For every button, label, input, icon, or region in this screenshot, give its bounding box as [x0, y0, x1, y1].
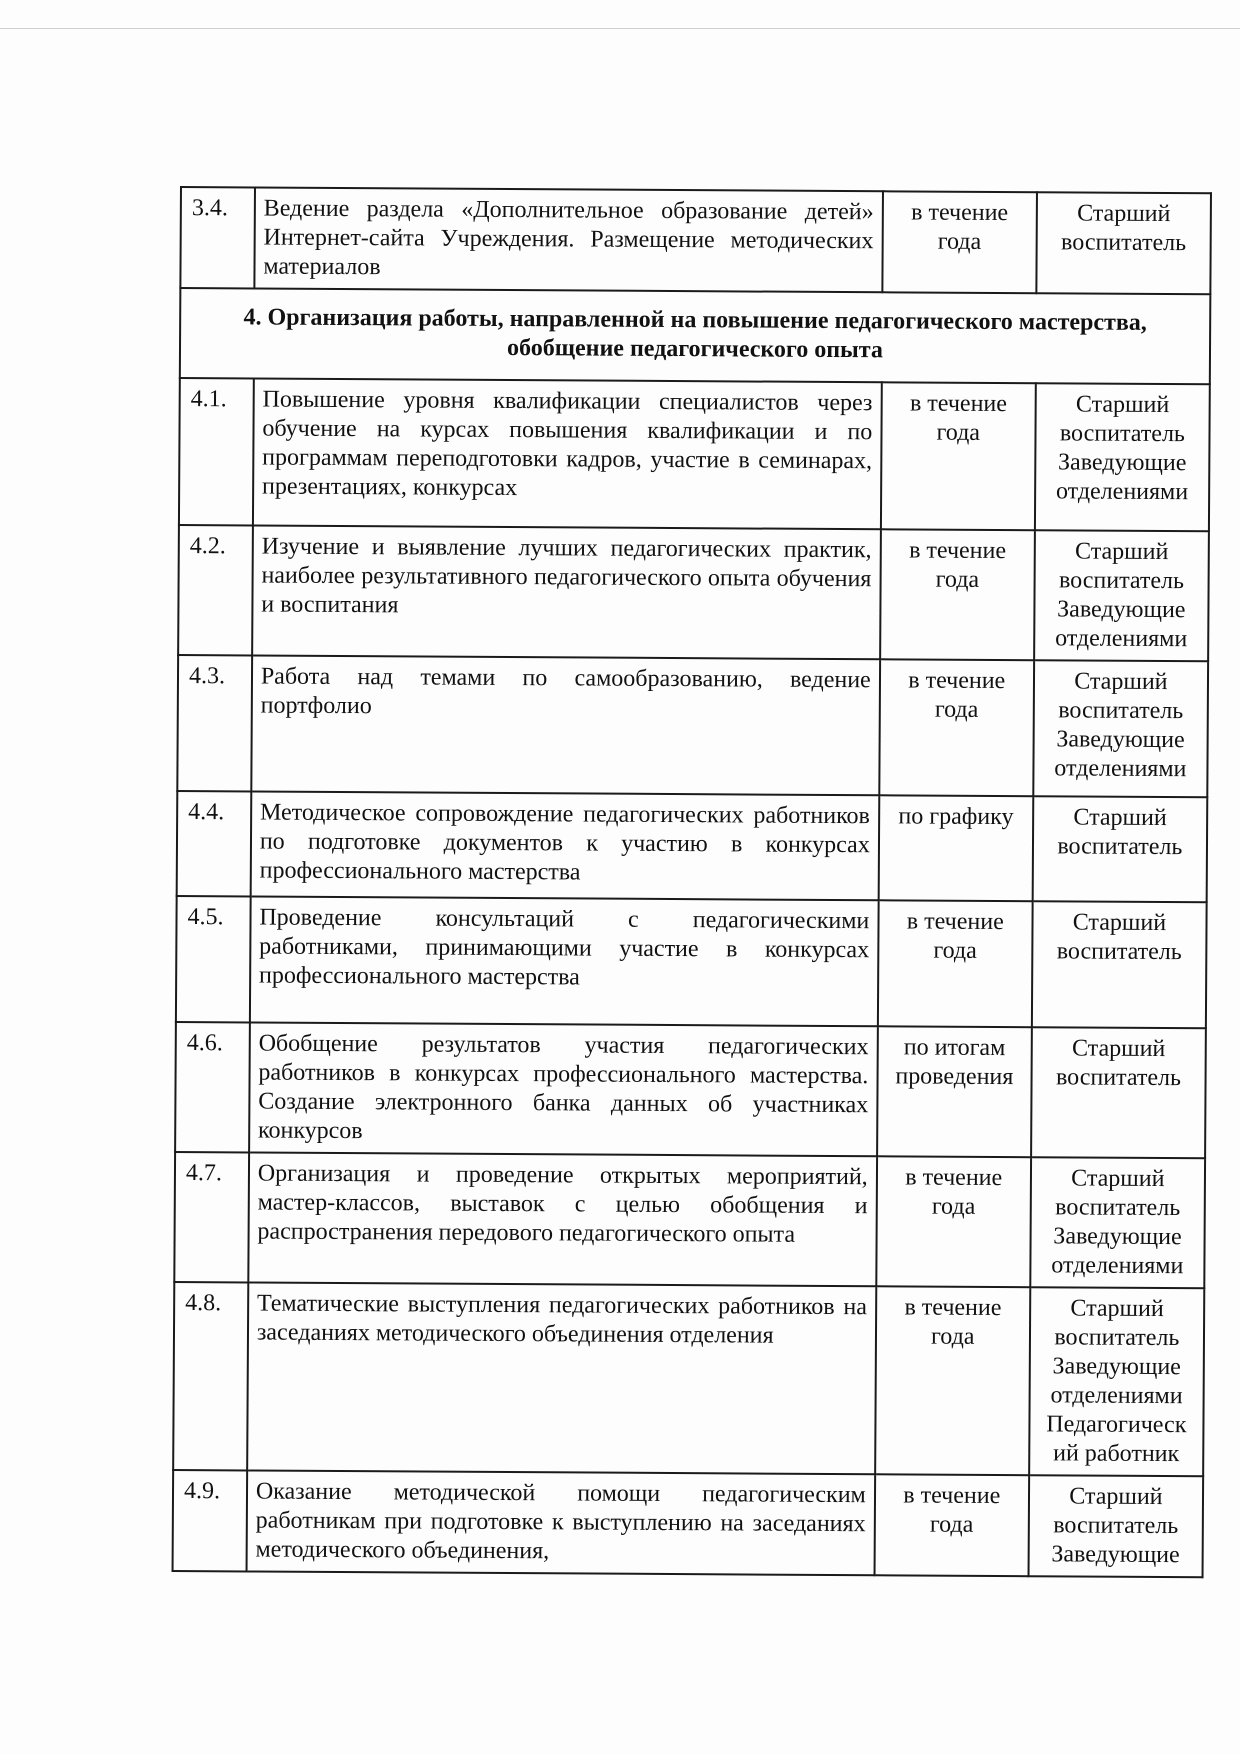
row-responsible: [1036, 192, 1211, 294]
table-row: [179, 378, 1210, 531]
responsible-line: Старший: [1070, 1295, 1164, 1323]
responsible-line: воспитатель: [1058, 697, 1184, 725]
row-term: по итогам проведения: [877, 1026, 1032, 1157]
responsible-line: Старший: [1077, 200, 1171, 228]
row-term: в течение года: [878, 900, 1033, 1027]
row-task: Обобщение результатов участия педагогических работников в конкурсах профессионального мастерства. Создание электронного банка данных об участниках конкурсов: [249, 1022, 878, 1156]
row-number: 4.6.: [175, 1022, 250, 1152]
responsible-line: Старший: [1069, 1483, 1163, 1511]
responsible-line: Старший: [1073, 804, 1167, 832]
row-task: Организация и проведение открытых мероприятий, мастер-классов, выставок с целью обобщения и распространения передового педагогического опыта: [248, 1152, 877, 1286]
work-plan-table-body: [173, 187, 1211, 1577]
table-row: [180, 187, 1211, 294]
responsible-line: отделениями: [1055, 478, 1189, 506]
responsible-line: отделениями: [1054, 755, 1187, 783]
row-term: в течение года: [876, 1156, 1031, 1287]
responsible-line: отделениями: [1050, 1382, 1183, 1410]
row-term: в течение года: [874, 1474, 1029, 1576]
responsible-line: воспитатель: [1055, 1064, 1182, 1092]
responsible-line: Старший: [1074, 668, 1168, 696]
responsible-line: Заведующие: [1057, 449, 1187, 477]
row-task: Повышение уровня квалификации специалистов через обучение на курсах повышения квалификации и по программам переподготовки кадров, участие в семинарах, презентациях, конкурсах: [253, 378, 882, 529]
responsible-line: воспитатель: [1053, 1512, 1179, 1540]
row-number: 4.1.: [179, 378, 254, 525]
row-term: в течение года: [879, 659, 1034, 796]
row-task: Проведение консультаций с педагогическими работниками, принимающими участие в конкурсах профессионального мастерства: [250, 896, 879, 1026]
responsible-line: Старший: [1075, 391, 1170, 419]
table-row: [177, 655, 1208, 797]
responsible-line: Старший: [1071, 1165, 1165, 1193]
work-plan-table: [172, 186, 1212, 1578]
table-row: [174, 1152, 1205, 1288]
row-number: 4.5.: [176, 896, 251, 1022]
responsible-line: Заведующие: [1053, 1223, 1182, 1251]
row-term: в течение года: [881, 382, 1036, 530]
responsible-line: отделениями: [1055, 625, 1188, 653]
row-term: в течение года: [880, 529, 1035, 660]
responsible-line: Старший: [1072, 909, 1167, 937]
responsible-line: Заведующие: [1051, 1541, 1180, 1569]
row-responsible: [1034, 530, 1209, 661]
row-number: 4.9.: [173, 1470, 247, 1571]
row-task: Ведение раздела «Дополнительное образование детей» Интернет-сайта Учреждения. Размещение методических материалов: [254, 187, 883, 292]
scan-top-edge-rule: [0, 28, 1240, 29]
row-number: 4.7.: [174, 1152, 249, 1282]
row-responsible: [1032, 796, 1207, 902]
row-task: Тематические выступления педагогических работников на заседаниях методического объединения отделения: [247, 1282, 876, 1474]
responsible-line: воспитатель: [1061, 229, 1187, 257]
table-row: [173, 1470, 1204, 1577]
responsible-line: Заведующие: [1057, 596, 1186, 624]
row-responsible: [1035, 383, 1210, 531]
row-responsible: [1028, 1475, 1203, 1577]
row-number: 3.4.: [180, 187, 254, 288]
row-term: в течение года: [875, 1286, 1030, 1475]
row-responsible: [1033, 660, 1208, 797]
row-task: Работа над темами по самообразованию, ведение портфолио: [251, 655, 880, 795]
section-heading-row: [180, 288, 1211, 384]
table-row: [175, 1022, 1206, 1158]
table-row: [176, 896, 1207, 1028]
row-responsible: [1031, 1027, 1206, 1158]
row-task: Изучение и выявление лучших педагогических практик, наиболее результативного педагогического опыта обучения и воспитания: [252, 525, 881, 659]
table-row: [173, 1282, 1204, 1476]
row-term: по графику: [878, 795, 1033, 901]
responsible-line: Педагогическ: [1046, 1411, 1187, 1439]
row-responsible: [1032, 901, 1207, 1028]
section-4-heading: 4. Организация работы, направленной на повышение педагогического мастерства, обобщение педагогического опыта: [180, 288, 1211, 384]
responsible-line: воспитатель: [1059, 420, 1185, 448]
row-number: 4.4.: [177, 791, 251, 896]
row-responsible: [1029, 1287, 1204, 1476]
responsible-line: Заведующие: [1056, 726, 1185, 754]
responsible-line: Заведующие: [1052, 1353, 1181, 1381]
responsible-line: Старший: [1071, 1035, 1166, 1063]
row-task: Методическое сопровождение педагогических работников по подготовке документов к участию в конкурсах профессионального мастерства: [251, 791, 880, 900]
responsible-line: воспитатель: [1055, 1194, 1181, 1222]
table-row: [178, 525, 1209, 661]
responsible-line: воспитатель: [1058, 567, 1185, 595]
row-term: в течение года: [882, 191, 1037, 293]
responsible-line: воспитатель: [1056, 938, 1182, 966]
table-row: [177, 791, 1208, 902]
responsible-line: ий работник: [1053, 1440, 1180, 1468]
responsible-line: отделениями: [1051, 1252, 1184, 1280]
row-number: 4.8.: [173, 1282, 248, 1470]
row-responsible: [1030, 1157, 1205, 1288]
responsible-line: Старший: [1074, 538, 1169, 566]
responsible-line: воспитатель: [1054, 1324, 1180, 1352]
row-task: Оказание методической помощи педагогическим работникам при подготовке к выступлению на заседаниях методического объединения,: [246, 1470, 875, 1575]
row-number: 4.3.: [177, 655, 252, 791]
row-number: 4.2.: [178, 525, 253, 655]
responsible-line: воспитатель: [1057, 833, 1183, 861]
